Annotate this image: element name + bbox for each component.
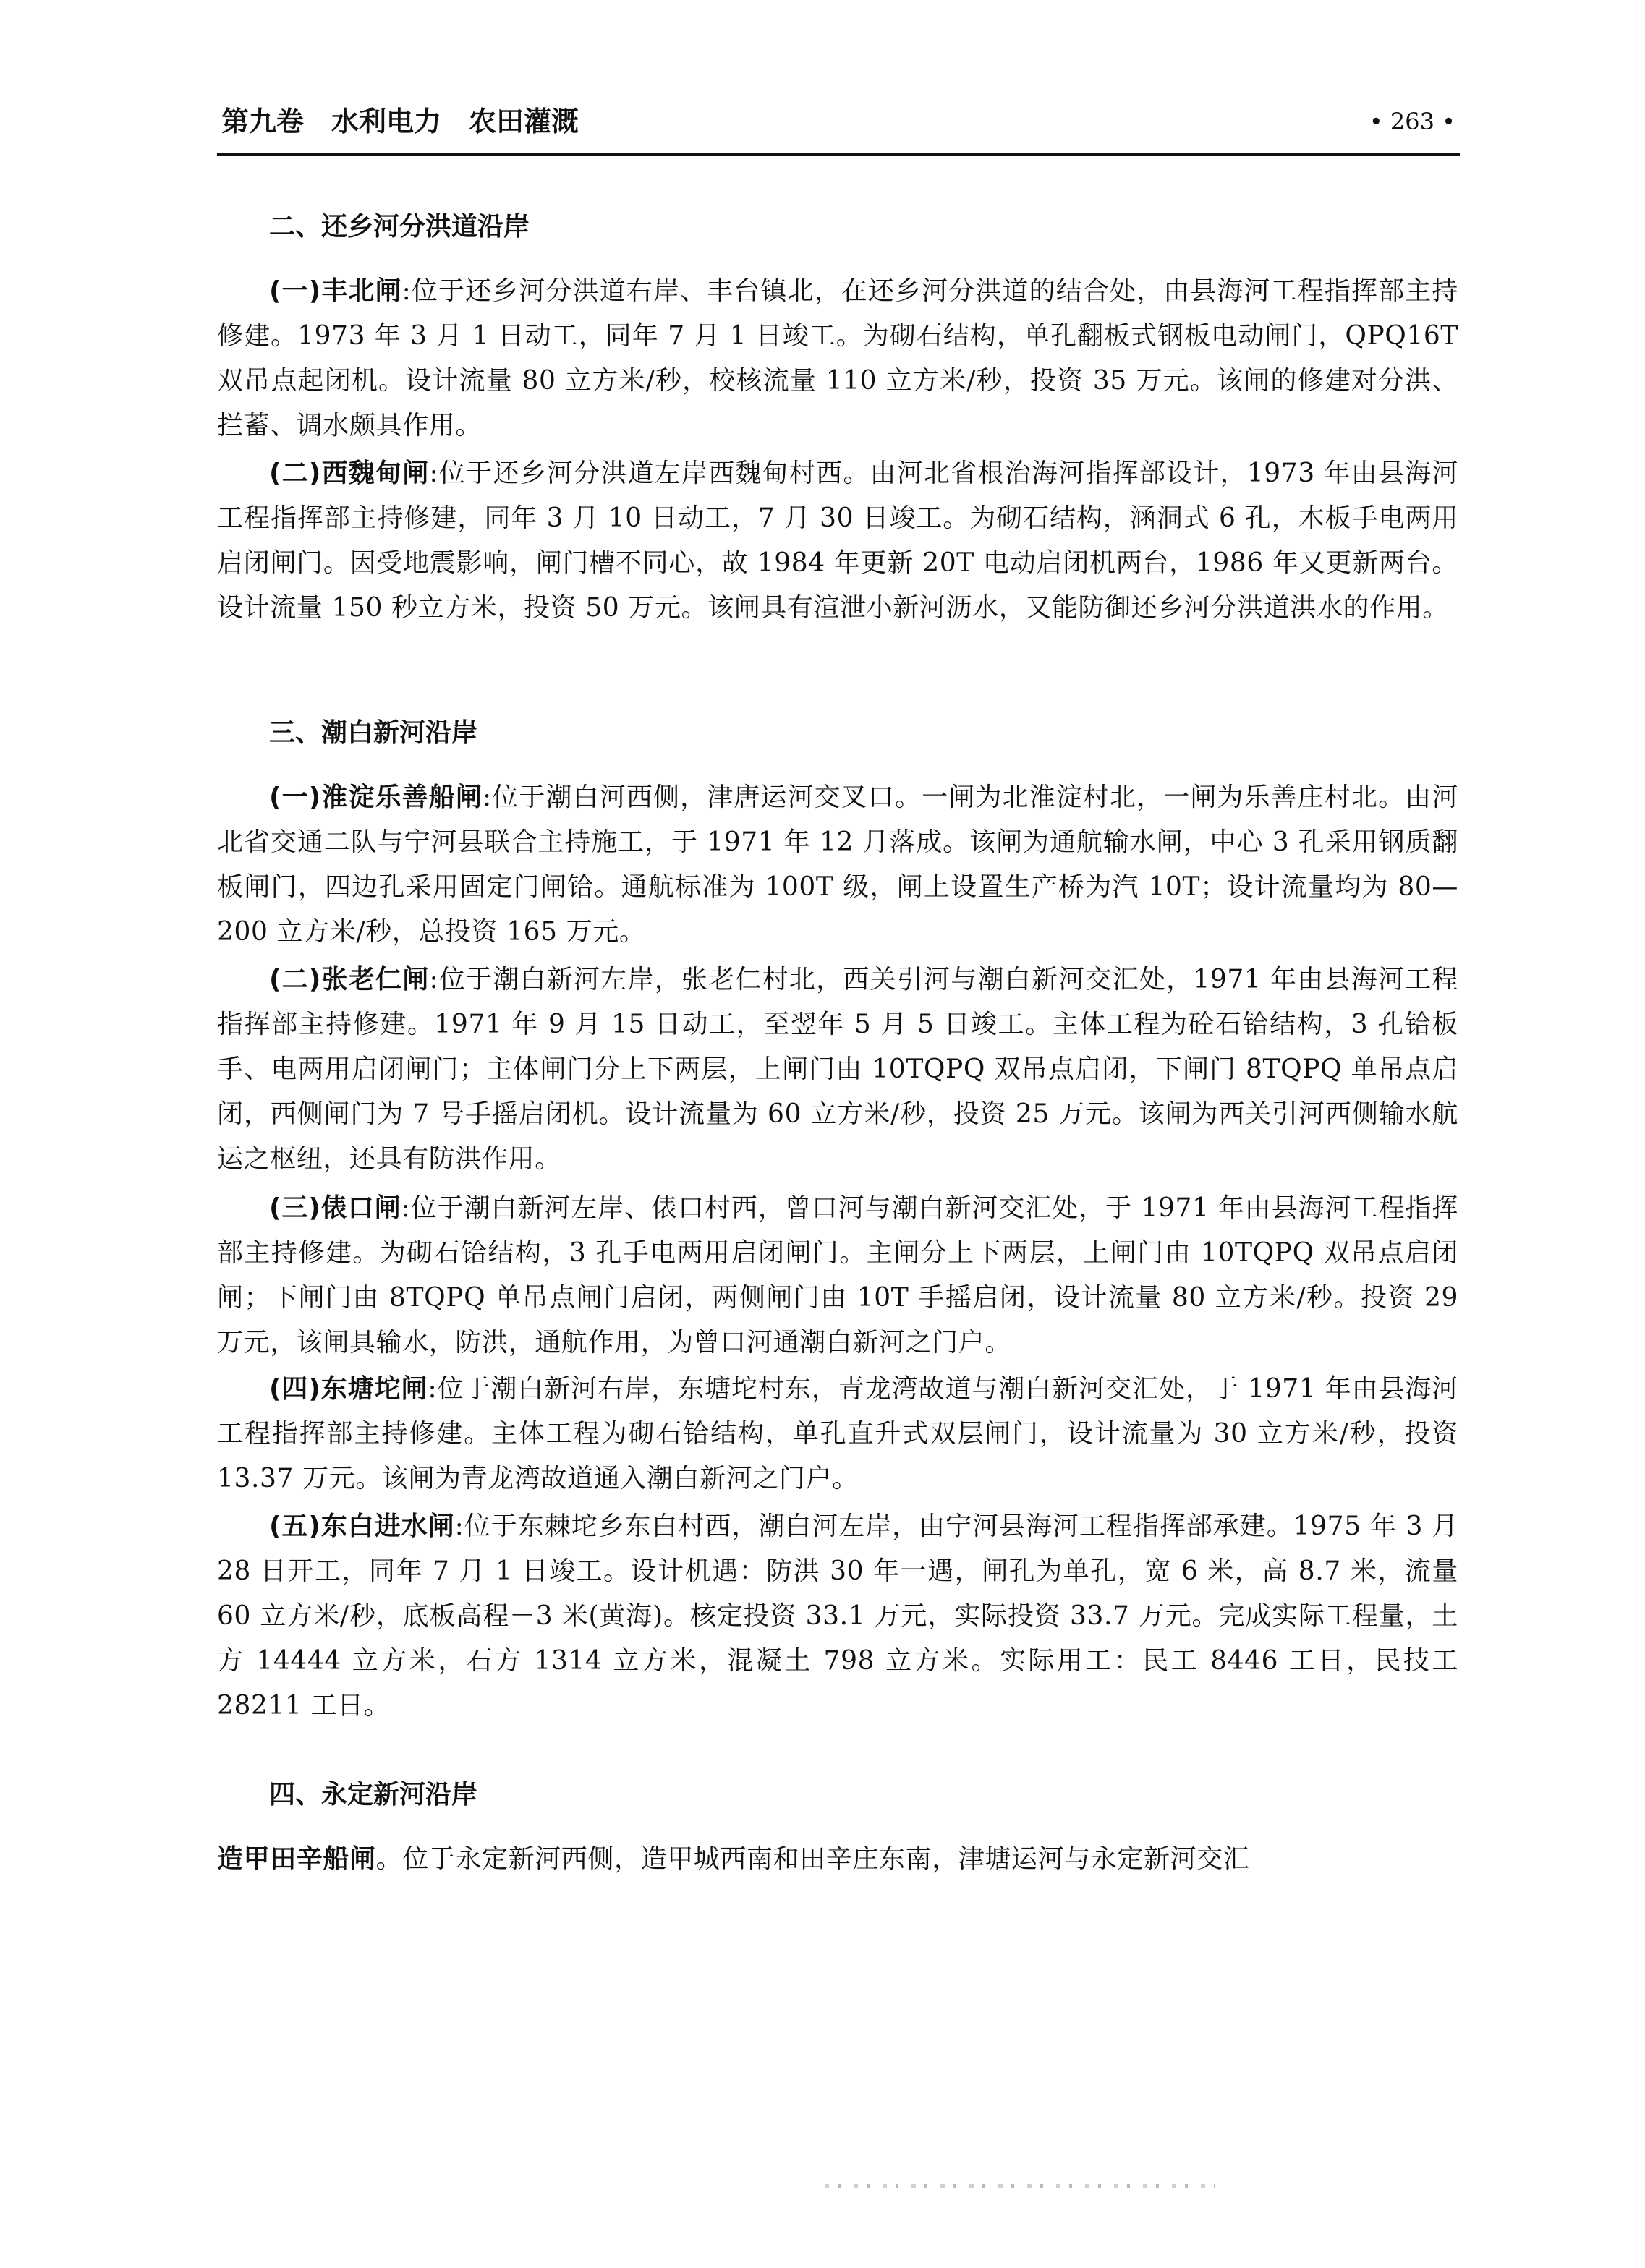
section-heading: 三、潮白新河沿岸	[269, 718, 478, 748]
paragraph-text: :位于潮白新河左岸、俵口村西，曾口河与潮白新河交汇处，于 1971 年由县海河工程指挥部主持修建。为砌石铪结构，3 孔手电两用启闭闸门。主闸分上下两层，上闸门由 10TQPQ 双吊点启闭闸；下闸门由 8TQPQ 单吊点闸门启闭，两侧闸门由 10T 手摇启闭，设计流量 80 立方米/秒。投资 29 万元，该闸具输水，防洪，通航作用，为曾口河通潮白新河之门户。	[217, 1193, 1458, 1357]
paragraph-text: :位于还乡河分洪道左岸西魏甸村西。由河北省根治海河指挥部设计，1973 年由县海河工程指挥部主持修建，同年 3 月 10 日动工，7 月 30 日竣工。为砌石结构，涵洞式 6 孔，木板手电两用启闭闸门。因受地震影响，闸门槽不同心，故 1984 年更新 20T 电动启闭机两台，1986 年又更新两台。设计流量 150 秒立方米，投资 50 万元。该闸具有渲泄小新河沥水，又能防御还乡河分洪道洪水的作用。	[217, 459, 1459, 623]
paragraph	[217, 1837, 1458, 1882]
paragraph	[217, 451, 1458, 631]
section-heading: 二、还乡河分洪道沿岸	[269, 212, 530, 242]
paragraph-text: :位于潮白河西侧，津唐运河交叉口。一闸为北淮淀村北，一闸为乐善庄村北。由河北省交通二队与宁河县联合主持施工，于 1971 年 12 月落成。该闸为通航输水闸，中心 3 孔采用钢质翻板闸门，四边孔采用固定门闸铪。通航标准为 100T 级，闸上设置生产桥为汽 10T；设计流量均为 80—200 立方米/秒，总投资 165 万元。	[217, 783, 1458, 947]
paragraph-lead: (二)西魏甸闸	[269, 459, 430, 488]
paragraph-lead: (四)东塘坨闸	[269, 1374, 428, 1404]
paragraph	[217, 1504, 1458, 1728]
paragraph	[217, 1186, 1458, 1365]
paragraph-lead: (一)淮淀乐善船闸	[269, 783, 483, 812]
paragraph-text: :位于东棘坨乡东白村西，潮白河左岸，由宁河县海河工程指挥部承建。1975 年 3 月 28 日开工，同年 7 月 1 日竣工。设计机遇：防洪 30 年一遇，闸孔为单孔，宽 6 米，高 8.7 米，流量 60 立方米/秒，底板高程－3 米(黄海)。核定投资 33.1 万元，实际投资 33.7 万元。完成实际工程量，土方 14444 立方米，石方 1314 立方米，混凝土 798 立方米。实际用工：民工 8446 工日，民技工 28211 工日。	[217, 1512, 1458, 1721]
volume-title: 第九卷 水利电力 农田灌溉	[221, 106, 579, 137]
paragraph-lead: (五)东白进水闸	[269, 1512, 455, 1541]
paragraph-text: :位于潮白新河左岸，张老仁村北，西关引河与潮白新河交汇处，1971 年由县海河工程指挥部主持修建。1971 年 9 月 15 日动工，至翌年 5 月 5 日竣工。主体工程为砼石铪结构，3 孔铪板手、电两用启闭闸门；主体闸门分上下两层，上闸门由 10TQPQ 双吊点启闭，下闸门 8TQPQ 单吊点启闭，西侧闸门为 7 号手摇启闭机。设计流量为 60 立方米/秒，投资 25 万元。该闸为西关引河西侧输水航运之枢纽，还具有防洪作用。	[217, 965, 1459, 1174]
section-heading: 四、永定新河沿岸	[269, 1780, 478, 1809]
paragraph	[217, 1367, 1458, 1501]
paragraph	[217, 269, 1458, 448]
paragraph-lead: 造甲田辛船闸	[217, 1844, 376, 1874]
page-number: • 263 •	[1369, 108, 1455, 135]
paragraph-text: :位于潮白新河右岸，东塘坨村东，青龙湾故道与潮白新河交汇处，于 1971 年由县海河工程指挥部主持修建。主体工程为砌石铪结构，单孔直升式双层闸门，设计流量为 30 立方米/秒，投资 13.37 万元。该闸为青龙湾故道通入潮白新河之门户。	[217, 1374, 1459, 1493]
header-rule	[217, 153, 1460, 156]
paragraph-text: :位于还乡河分洪道右岸、丰台镇北，在还乡河分洪道的结合处，由县海河工程指挥部主持修建。1973 年 3 月 1 日动工，同年 7 月 1 日竣工。为砌石结构，单孔翻板式钢板电动闸门，QPQ16T 双吊点起闭机。设计流量 80 立方米/秒，校核流量 110 立方米/秒，投资 35 万元。该闸的修建对分洪、拦蓄、调水颇具作用。	[217, 276, 1458, 440]
paragraph-lead: (二)张老仁闸	[269, 965, 430, 994]
paragraph-lead: (三)俵口闸	[269, 1193, 401, 1223]
paragraph	[217, 958, 1458, 1182]
paragraph	[217, 775, 1458, 955]
paragraph-lead: (一)丰北闸	[269, 276, 402, 306]
paragraph-text: 。位于永定新河西侧，造甲城西南和田辛庄东南，津塘运河与永定新河交汇	[375, 1844, 1250, 1874]
running-header	[221, 100, 1455, 143]
scan-noise	[825, 2184, 1215, 2188]
